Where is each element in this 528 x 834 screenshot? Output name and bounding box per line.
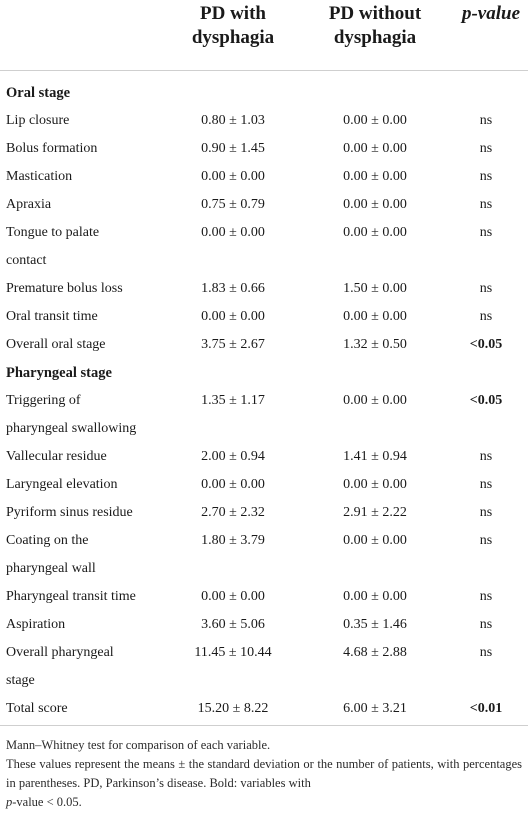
row-label: Aspiration: [6, 617, 66, 632]
cell-without: 0.00 ± 0.00: [343, 589, 407, 604]
cell-with: 0.00 ± 0.00: [201, 309, 265, 324]
table-body: [0, 71, 528, 723]
cell-with: 3.60 ± 5.06: [201, 617, 265, 632]
cell-with: 11.45 ± 10.44: [194, 645, 272, 660]
cell-with: 1.83 ± 0.66: [201, 281, 265, 296]
cell-without: 0.00 ± 0.00: [343, 309, 407, 324]
cell-p: ns: [479, 617, 493, 632]
table-header: [0, 0, 528, 71]
cell-without: 0.00 ± 0.00: [343, 113, 407, 128]
cell-without: 0.00 ± 0.00: [343, 169, 407, 184]
header-pd-with-dysphagia: [174, 0, 292, 50]
table-row: [0, 107, 528, 135]
row-label: Overall oral stage: [6, 337, 106, 352]
cell-p: ns: [479, 281, 493, 296]
table-row: [0, 387, 528, 443]
cell-without: 6.00 ± 3.21: [343, 701, 407, 716]
cell-without: 0.00 ± 0.00: [343, 533, 407, 548]
cell-without: 0.00 ± 0.00: [343, 141, 407, 156]
cell-p: ns: [479, 589, 493, 604]
row-label: Apraxia: [6, 197, 52, 212]
cell-without: 0.00 ± 0.00: [343, 197, 407, 212]
row-label-line: Overall pharyngeal: [6, 645, 114, 660]
cell-without: 1.50 ± 0.00: [343, 281, 407, 296]
row-label: Premature bolus loss: [6, 281, 123, 296]
cell-without: 0.00 ± 0.00: [343, 225, 407, 240]
table-row: [0, 191, 528, 219]
footnote-line: Mann–Whitney test for comparison of each variable.: [6, 738, 271, 752]
row-label-line: stage: [6, 673, 35, 688]
table-row: [0, 695, 528, 723]
footnote-line: [6, 755, 522, 812]
row-label: Total score: [6, 701, 68, 716]
table-row: [0, 499, 528, 527]
footnote-text: These values represent the means ± the standard deviation or the number of patients, with percentages in parentheses. PD, Parkinson’s disease. Bold: variables with: [6, 757, 522, 790]
table-row: [0, 219, 528, 275]
row-label: Laryngeal elevation: [6, 477, 118, 492]
cell-with: 2.70 ± 2.32: [201, 505, 265, 520]
cell-without: 4.68 ± 2.88: [343, 645, 407, 660]
row-label: Vallecular residue: [6, 449, 107, 464]
table-row: [0, 611, 528, 639]
table-row: [0, 443, 528, 471]
cell-without: 0.35 ± 1.46: [343, 617, 407, 632]
cell-with: 0.00 ± 0.00: [201, 477, 265, 492]
cell-p: <0.05: [469, 393, 503, 408]
cell-p: ns: [479, 309, 493, 324]
table-row: [0, 527, 528, 583]
cell-p: ns: [479, 141, 493, 156]
row-label: [0, 527, 174, 583]
row-label: [0, 639, 174, 695]
cell-without: 1.32 ± 0.50: [343, 337, 407, 352]
row-label: Oral transit time: [6, 309, 98, 324]
row-label-line: pharyngeal swallowing: [6, 421, 137, 436]
cell-p: ns: [479, 449, 493, 464]
row-label-line: Tongue to palate: [6, 225, 100, 240]
cell-with: 3.75 ± 2.67: [201, 337, 265, 352]
cell-p: ns: [479, 197, 493, 212]
cell-p: <0.01: [469, 701, 503, 716]
cell-without: 2.91 ± 2.22: [343, 505, 407, 520]
cell-with: 2.00 ± 0.94: [201, 449, 265, 464]
section-label: Pharyngeal stage: [6, 365, 112, 381]
cell-p: ns: [479, 645, 493, 660]
header-text: dysphagia: [333, 27, 417, 48]
row-label-line: Coating on the: [6, 533, 89, 548]
row-label: Mastication: [6, 169, 73, 184]
cell-p: <0.05: [469, 337, 503, 352]
cell-p: ns: [479, 113, 493, 128]
table-row: [0, 583, 528, 611]
cell-p: ns: [479, 505, 493, 520]
footnote-italic-p: p: [6, 795, 13, 809]
table-footnote: [0, 726, 528, 812]
header-pd-without-dysphagia: [316, 0, 434, 50]
header-p-value: p-value: [461, 3, 521, 24]
row-label: [0, 387, 174, 443]
row-label-line: pharyngeal wall: [6, 561, 96, 576]
cell-with: 0.00 ± 0.00: [201, 225, 265, 240]
cell-p: ns: [479, 169, 493, 184]
table-row: [0, 303, 528, 331]
table-row: [0, 331, 528, 359]
header-text: PD without: [328, 3, 422, 24]
cell-with: 0.80 ± 1.03: [201, 113, 265, 128]
cell-with: 15.20 ± 8.22: [197, 701, 269, 716]
footnote-text: -value < 0.05.: [12, 795, 82, 809]
cell-p: ns: [479, 477, 493, 492]
cell-with: 0.75 ± 0.79: [201, 197, 265, 212]
cell-with: 0.00 ± 0.00: [201, 589, 265, 604]
row-label: Pyriform sinus residue: [6, 505, 133, 520]
row-label-line: Triggering of: [6, 393, 81, 408]
section-oral-stage: [0, 79, 528, 107]
header-text: PD with: [200, 3, 266, 24]
header-text: dysphagia: [191, 27, 275, 48]
row-label: Lip closure: [6, 113, 70, 128]
cell-with: 1.35 ± 1.17: [201, 393, 265, 408]
cell-with: 1.80 ± 3.79: [201, 533, 265, 548]
cell-p: ns: [479, 533, 493, 548]
table-row: [0, 163, 528, 191]
row-label-line: contact: [6, 253, 47, 268]
cell-without: 1.41 ± 0.94: [343, 449, 407, 464]
cell-with: 0.00 ± 0.00: [201, 169, 265, 184]
row-label: [0, 219, 174, 275]
table-row: [0, 639, 528, 695]
cell-with: 0.90 ± 1.45: [201, 141, 265, 156]
table-row: [0, 135, 528, 163]
row-label: Bolus formation: [6, 141, 98, 156]
section-label: Oral stage: [6, 85, 71, 101]
table-row: [0, 275, 528, 303]
cell-p: ns: [479, 225, 493, 240]
row-label: Pharyngeal transit time: [6, 589, 136, 604]
cell-without: 0.00 ± 0.00: [343, 477, 407, 492]
cell-without: 0.00 ± 0.00: [343, 393, 407, 408]
section-pharyngeal-stage: [0, 359, 528, 387]
table-row: [0, 471, 528, 499]
